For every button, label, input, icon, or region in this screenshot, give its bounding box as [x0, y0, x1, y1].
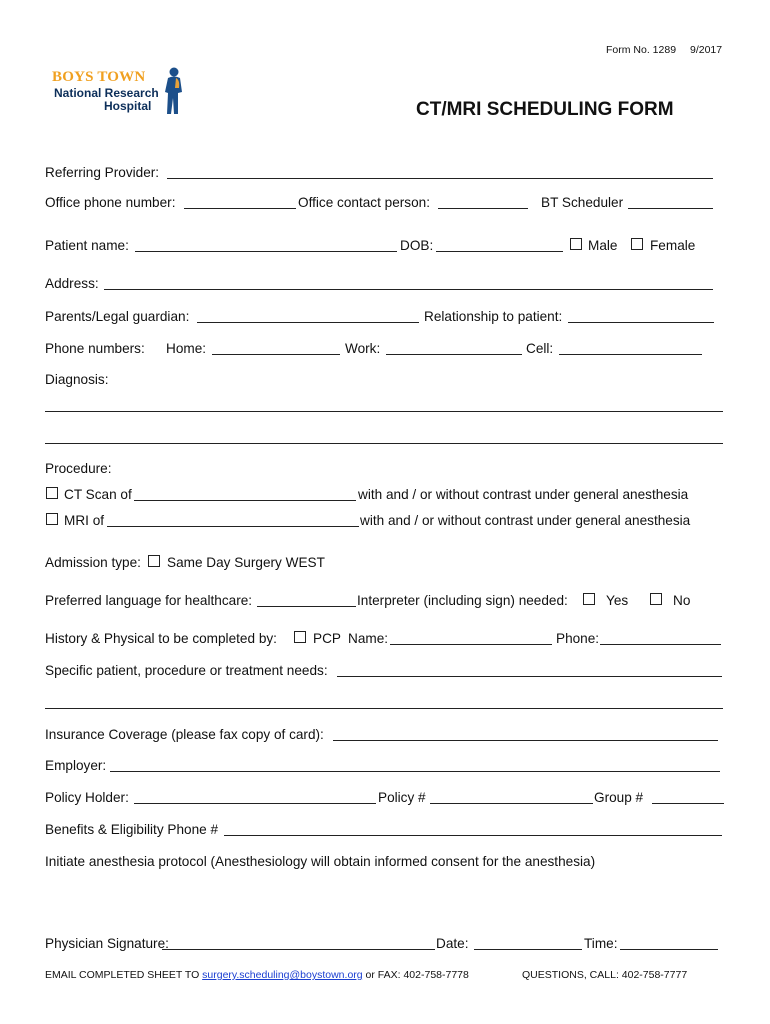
- same-day-surgery-label: Same Day Surgery WEST: [167, 555, 325, 570]
- form-number: Form No. 1289: [606, 44, 677, 56]
- same-day-surgery-checkbox[interactable]: [148, 555, 160, 567]
- policy-holder-field[interactable]: [134, 803, 376, 804]
- employer-label: Employer:: [45, 758, 107, 773]
- male-checkbox[interactable]: [570, 238, 582, 250]
- phone-numbers-label: Phone numbers:: [45, 341, 145, 356]
- diagnosis-line-1[interactable]: [45, 411, 723, 412]
- pcp-name-field[interactable]: [390, 644, 552, 645]
- interpreter-yes-checkbox[interactable]: [583, 593, 595, 605]
- ct-scan-label: CT Scan of: [64, 487, 132, 502]
- female-label: Female: [650, 238, 696, 253]
- work-phone-field[interactable]: [386, 354, 522, 355]
- cell-phone-label: Cell:: [526, 341, 554, 356]
- form-title: CT/MRI SCHEDULING FORM: [416, 99, 674, 120]
- office-phone-label: Office phone number:: [45, 195, 176, 210]
- pref-language-label: Preferred language for healthcare:: [45, 593, 253, 608]
- ct-scan-checkbox[interactable]: [46, 487, 58, 499]
- footer-questions: QUESTIONS, CALL: 402-758-7777: [522, 969, 688, 981]
- bt-scheduler-label: BT Scheduler: [541, 195, 624, 210]
- interpreter-no-label: No: [673, 593, 691, 608]
- signature-time-field[interactable]: [620, 949, 718, 950]
- parents-label: Parents/Legal guardian:: [45, 309, 190, 324]
- work-phone-label: Work:: [345, 341, 381, 356]
- form-date: 9/2017: [690, 44, 723, 56]
- footer-email-link[interactable]: surgery.scheduling@boystown.org: [202, 969, 363, 981]
- relationship-label: Relationship to patient:: [424, 309, 563, 324]
- logo-line1: BOYS TOWN: [52, 69, 146, 85]
- mri-checkbox[interactable]: [46, 513, 58, 525]
- address-field[interactable]: [104, 289, 713, 290]
- specific-needs-label: Specific patient, procedure or treatment needs:: [45, 663, 328, 678]
- pcp-name-label: Name:: [348, 631, 389, 646]
- parents-field[interactable]: [197, 322, 419, 323]
- signature-date-field[interactable]: [474, 949, 582, 950]
- mri-field[interactable]: [107, 526, 359, 527]
- relationship-field[interactable]: [568, 322, 714, 323]
- hp-label: History & Physical to be completed by:: [45, 631, 277, 646]
- ct-scan-suffix: with and / or without contrast under general anesthesia: [358, 487, 689, 502]
- physician-signature-field[interactable]: [162, 949, 435, 950]
- policy-number-label: Policy #: [378, 790, 426, 805]
- policy-holder-label: Policy Holder:: [45, 790, 129, 805]
- hospital-logo: [52, 66, 192, 122]
- admission-type-label: Admission type:: [45, 555, 141, 570]
- boy-figure-icon: [160, 66, 186, 116]
- logo-line3: Hospital: [104, 99, 152, 113]
- female-checkbox[interactable]: [631, 238, 643, 250]
- insurance-field[interactable]: [333, 740, 718, 741]
- patient-name-field[interactable]: [135, 251, 397, 252]
- address-label: Address:: [45, 276, 99, 291]
- policy-number-field[interactable]: [430, 803, 593, 804]
- signature-date-label: Date:: [436, 936, 469, 951]
- pcp-checkbox[interactable]: [294, 631, 306, 643]
- interpreter-label: Interpreter (including sign) needed:: [357, 593, 568, 608]
- patient-name-label: Patient name:: [45, 238, 129, 253]
- dob-field[interactable]: [436, 251, 563, 252]
- group-number-label: Group #: [594, 790, 644, 805]
- logo-line2: National Research: [54, 86, 159, 100]
- diagnosis-line-2[interactable]: [45, 443, 723, 444]
- interpreter-yes-label: Yes: [606, 593, 629, 608]
- footer-fax: or FAX: 402-758-7778: [362, 969, 469, 981]
- cell-phone-field[interactable]: [559, 354, 702, 355]
- bt-scheduler-field[interactable]: [628, 208, 713, 209]
- ct-scan-field[interactable]: [134, 500, 356, 501]
- pcp-phone-label: Phone:: [556, 631, 600, 646]
- diagnosis-label: Diagnosis:: [45, 372, 109, 387]
- pcp-label: PCP: [313, 631, 341, 646]
- male-label: Male: [588, 238, 618, 253]
- benefits-phone-label: Benefits & Eligibility Phone #: [45, 822, 219, 837]
- anesthesia-note: Initiate anesthesia protocol (Anesthesiology will obtain informed consent for the anesthesia): [45, 854, 596, 869]
- group-number-field[interactable]: [652, 803, 724, 804]
- office-contact-label: Office contact person:: [298, 195, 430, 210]
- insurance-label: Insurance Coverage (please fax copy of card):: [45, 727, 324, 742]
- referring-provider-label: Referring Provider:: [45, 165, 160, 180]
- mri-suffix: with and / or without contrast under general anesthesia: [360, 513, 691, 528]
- pref-language-field[interactable]: [257, 606, 356, 607]
- home-phone-label: Home:: [166, 341, 207, 356]
- signature-time-label: Time:: [584, 936, 618, 951]
- physician-signature-label: Physician Signature:: [45, 936, 169, 951]
- office-contact-field[interactable]: [438, 208, 528, 209]
- benefits-phone-field[interactable]: [224, 835, 722, 836]
- specific-needs-line-2[interactable]: [45, 708, 723, 709]
- referring-provider-field[interactable]: [167, 178, 713, 179]
- mri-label: MRI of: [64, 513, 105, 528]
- home-phone-field[interactable]: [212, 354, 340, 355]
- interpreter-no-checkbox[interactable]: [650, 593, 662, 605]
- office-phone-field[interactable]: [184, 208, 296, 209]
- footer-email-line: [45, 967, 469, 983]
- procedure-label: Procedure:: [45, 461, 112, 476]
- pcp-phone-field[interactable]: [600, 644, 721, 645]
- employer-field[interactable]: [110, 771, 720, 772]
- dob-label: DOB:: [400, 238, 434, 253]
- footer-email-prefix: EMAIL COMPLETED SHEET TO: [45, 969, 203, 981]
- specific-needs-field[interactable]: [337, 676, 722, 677]
